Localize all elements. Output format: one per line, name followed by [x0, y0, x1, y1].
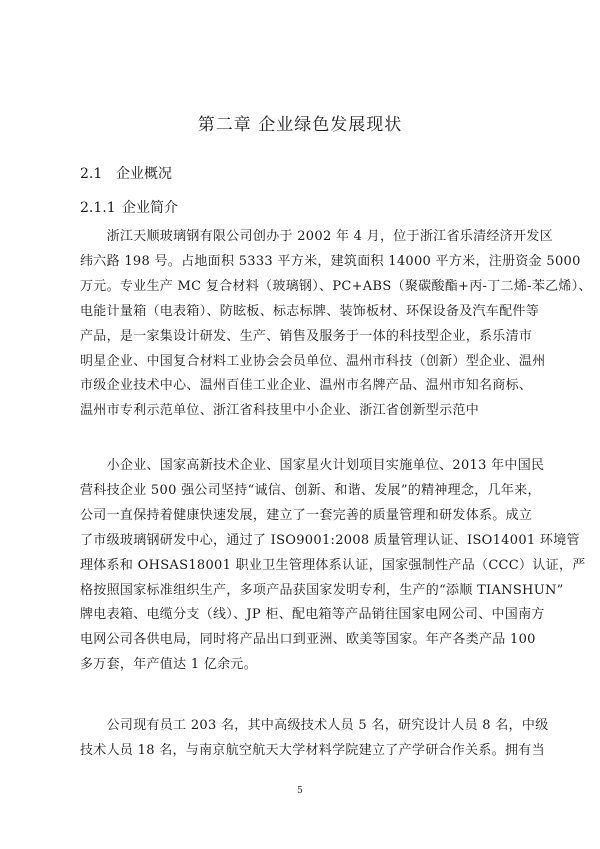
section-number: 2.1 [80, 166, 103, 182]
paragraph-line: 理体系和 OHSAS18001 职业卫生管理体系认证，国家强制性产品（CCC）认证，严 [80, 557, 586, 573]
subsection-heading [80, 197, 178, 217]
paragraph-line: 营科技企业 500 强公司坚持“诚信、创新、和谐、发展”的精神理念，几年来， [80, 482, 541, 498]
paragraph-line: 了市级玻璃钢研发中心，通过了 ISO9001:2008 质量管理认证、ISO14001 环境管 [80, 532, 580, 548]
paragraph-line: 电网公司各供电局，同时将产品出口到亚洲、欧美等国家。年产各类产品 100 [80, 632, 536, 648]
paragraph-line: 温州市专利示范单位、浙江省科技里中小企业、浙江省创新型示范中 [80, 403, 480, 419]
paragraph-line: 技术人员 18 名，与南京航空航天大学材料学院建立了产学研合作关系。拥有当 [80, 742, 545, 758]
paragraph-line: 浙江天顺玻璃钢有限公司创办于 2002 年 4 月，位于浙江省乐清经济开发区 [80, 229, 553, 244]
paragraph-company-staff [80, 714, 549, 764]
paragraph-line: 纬六路 198 号。占地面积 5333 平方米，建筑面积 14000 平方米，注册资金 5000 [80, 253, 581, 269]
page-number: 5 [297, 786, 303, 796]
paragraph-line: 牌电表箱、电缆分支（线）、JP 柜、配电箱等产品销往国家电网公司、中国南方 [80, 607, 545, 623]
paragraph-line: 万元。专业生产 MC 复合材料（玻璃钢）、PC+ABS（聚碳酸酯+丙-丁二烯-苯乙烯）、 [80, 278, 592, 294]
paragraph-line: 格按照国家标准组织生产，多项产品获国家发明专利，生产的“添顺 TIANSHUN” [80, 582, 564, 598]
paragraph-line: 电能计量箱（电表箱）、防眩板、标志标牌、装饰板材、环保设备及汽车配件等 [80, 303, 540, 319]
paragraph-line: 明星企业、中国复合材料工业协会会员单位、温州市科技（创新）型企业、温州 [80, 353, 546, 369]
paragraph-line: 小企业、国家高新技术企业、国家星火计划项目实施单位、2013 年中国民 [80, 458, 545, 473]
paragraph-line: 公司一直保持着健康快速发展，建立了一套完善的质量管理和研发体系。成立 [80, 507, 533, 523]
paragraph-line: 市级企业技术中心、温州百佳工业企业、温州市名牌产品、温州市知名商标、 [80, 378, 533, 394]
section-heading [80, 163, 172, 183]
paragraph-line: 公司现有员工 203 名，其中高级技术人员 5 名，研究设计人员 8 名，中级 [80, 718, 549, 733]
subsection-title: 企业简介 [122, 200, 178, 216]
paragraph-company-intro [80, 225, 592, 424]
chapter-title: 第二章 企业绿色发展现状 [197, 115, 403, 135]
paragraph-line: 多万套，年产值达 1 亿余元。 [80, 657, 258, 673]
paragraph-company-development [80, 454, 586, 678]
subsection-number: 2.1.1 [80, 200, 116, 216]
section-title: 企业概况 [116, 166, 172, 182]
paragraph-line: 产品，是一家集设计研发、生产、销售及服务于一体的科技型企业，系乐清市 [80, 328, 533, 344]
